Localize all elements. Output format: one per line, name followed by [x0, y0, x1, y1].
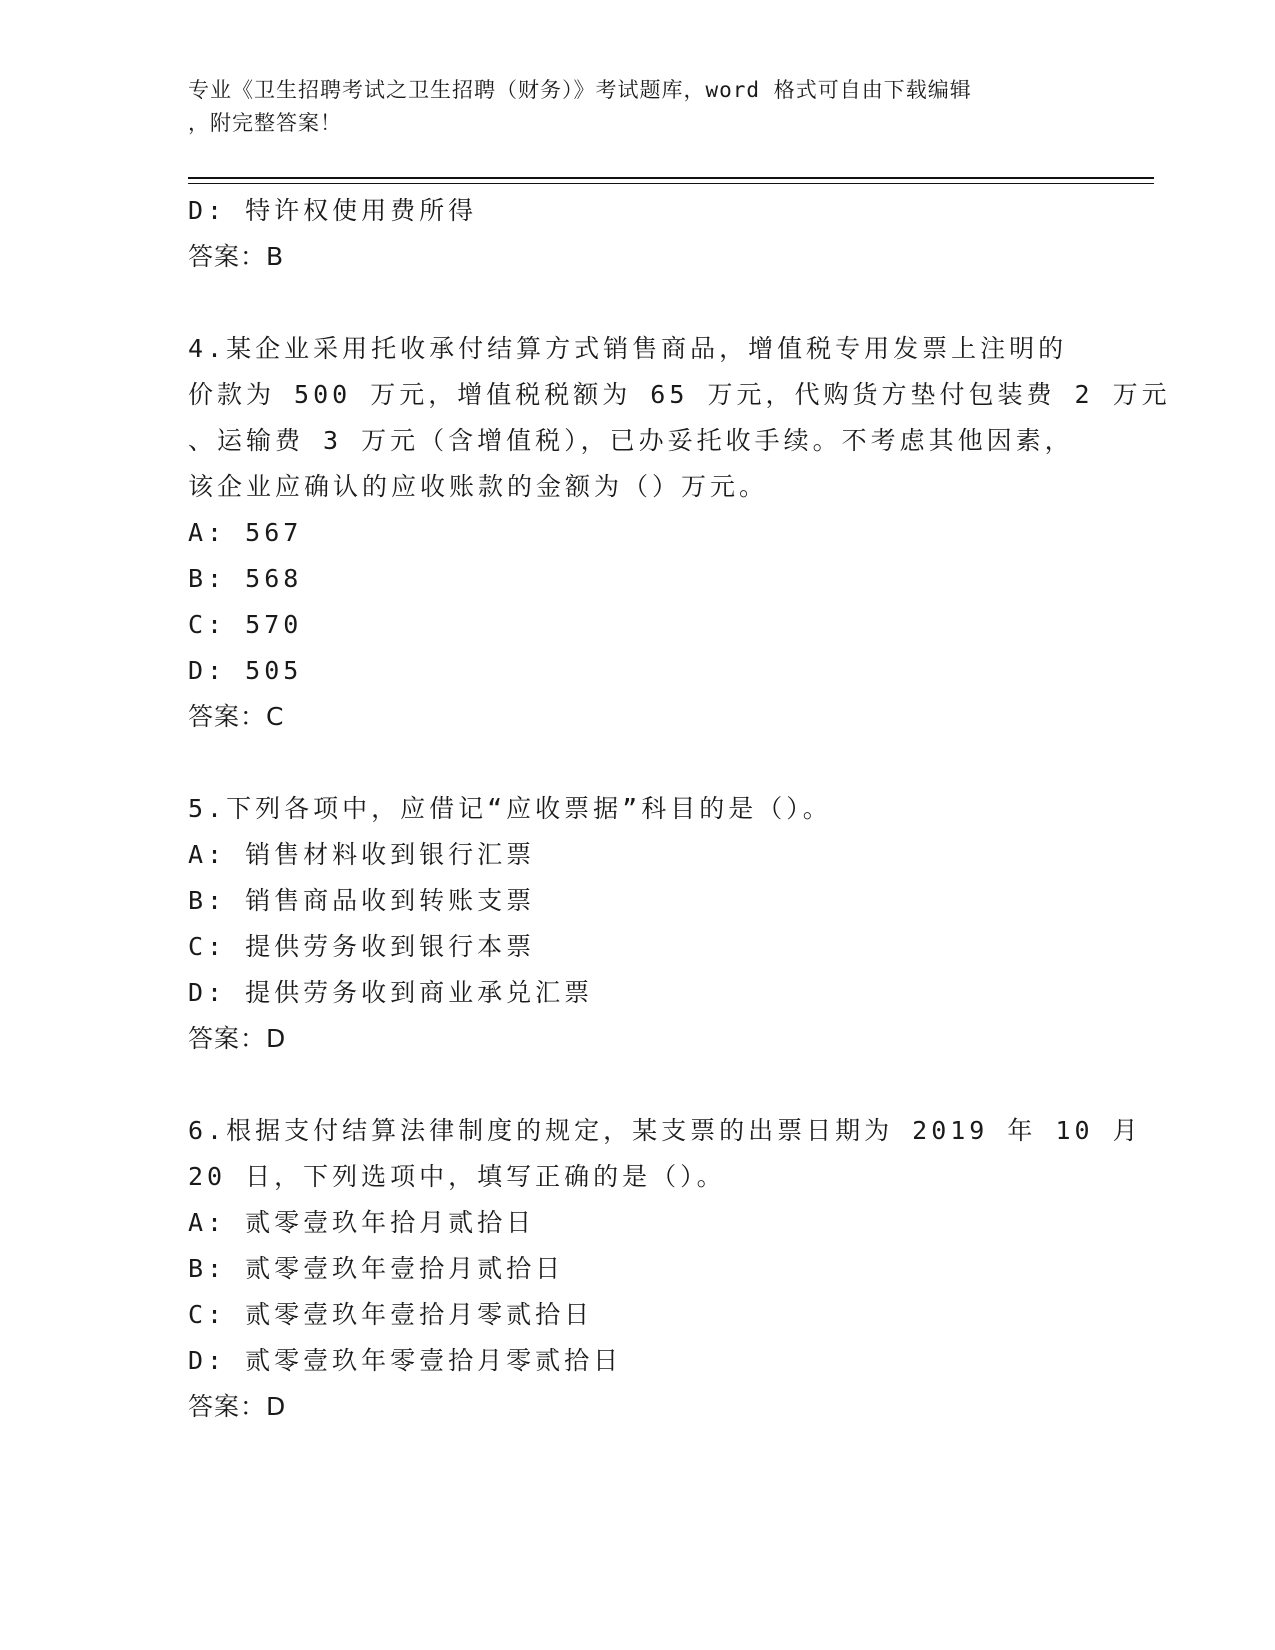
question-6: [188, 1108, 1142, 1430]
question-4-stem-line: 价款为 500 万元，增值税税额为 65 万元，代购货方垫付包装费 2 万元: [188, 380, 1171, 409]
question-5-option-b: B: 销售商品收到转账支票: [188, 886, 536, 915]
question-6-answer: 答案：D: [188, 1392, 287, 1421]
header-divider-thin: [188, 183, 1154, 184]
question-list: [188, 188, 1171, 1430]
question-5-answer: 答案：D: [188, 1024, 287, 1053]
header-divider-thick: [188, 177, 1154, 179]
question-5-option-a: A: 销售材料收到银行汇票: [188, 840, 536, 869]
question-6-option-c: C: 贰零壹玖年壹拾月零贰拾日: [188, 1300, 594, 1329]
question-4-answer: 答案：C: [188, 702, 285, 731]
question-4-stem-line: 4.某企业采用托收承付结算方式销售商品，增值税专用发票上注明的: [188, 334, 1068, 363]
question-gap: [188, 740, 1108, 786]
question-4-option-d: D: 505: [188, 656, 303, 685]
question-gap: [188, 280, 1108, 326]
question-6-option-a: A: 贰零壹玖年拾月贰拾日: [188, 1208, 536, 1237]
question-6-stem-line: 20 日，下列选项中，填写正确的是（）。: [188, 1162, 726, 1191]
document-header: [188, 74, 1088, 140]
header-line-2: ，附完整答案！: [188, 111, 342, 135]
question-6-option-d: D: 贰零壹玖年零壹拾月零贰拾日: [188, 1346, 623, 1375]
question-3-option-d: D: 特许权使用费所得: [188, 196, 478, 225]
header-line-1: 专业《卫生招聘考试之卫生招聘（财务）》考试题库，word 格式可自由下载编辑: [188, 78, 972, 102]
question-3: [188, 188, 1108, 280]
question-6-stem-line: 6.根据支付结算法律制度的规定，某支票的出票日期为 2019 年 10 月: [188, 1116, 1142, 1145]
question-5-option-d: D: 提供劳务收到商业承兑汇票: [188, 978, 594, 1007]
question-6-option-b: B: 贰零壹玖年壹拾月贰拾日: [188, 1254, 565, 1283]
question-4: [188, 326, 1171, 740]
question-5: [188, 786, 1108, 1062]
question-4-option-c: C: 570: [188, 610, 303, 639]
question-5-stem-line: 5.下列各项中，应借记“应收票据”科目的是（）。: [188, 794, 832, 823]
question-3-answer: 答案：B: [188, 242, 285, 271]
question-4-stem-line: 该企业应确认的应收账款的金额为（）万元。: [188, 472, 769, 501]
question-4-option-b: B: 568: [188, 564, 303, 593]
question-4-option-a: A: 567: [188, 518, 303, 547]
question-gap: [188, 1062, 1108, 1108]
question-5-option-c: C: 提供劳务收到银行本票: [188, 932, 536, 961]
question-4-stem-line: 、运输费 3 万元（含增值税），已办妥托收手续。不考虑其他因素，: [188, 426, 1074, 455]
